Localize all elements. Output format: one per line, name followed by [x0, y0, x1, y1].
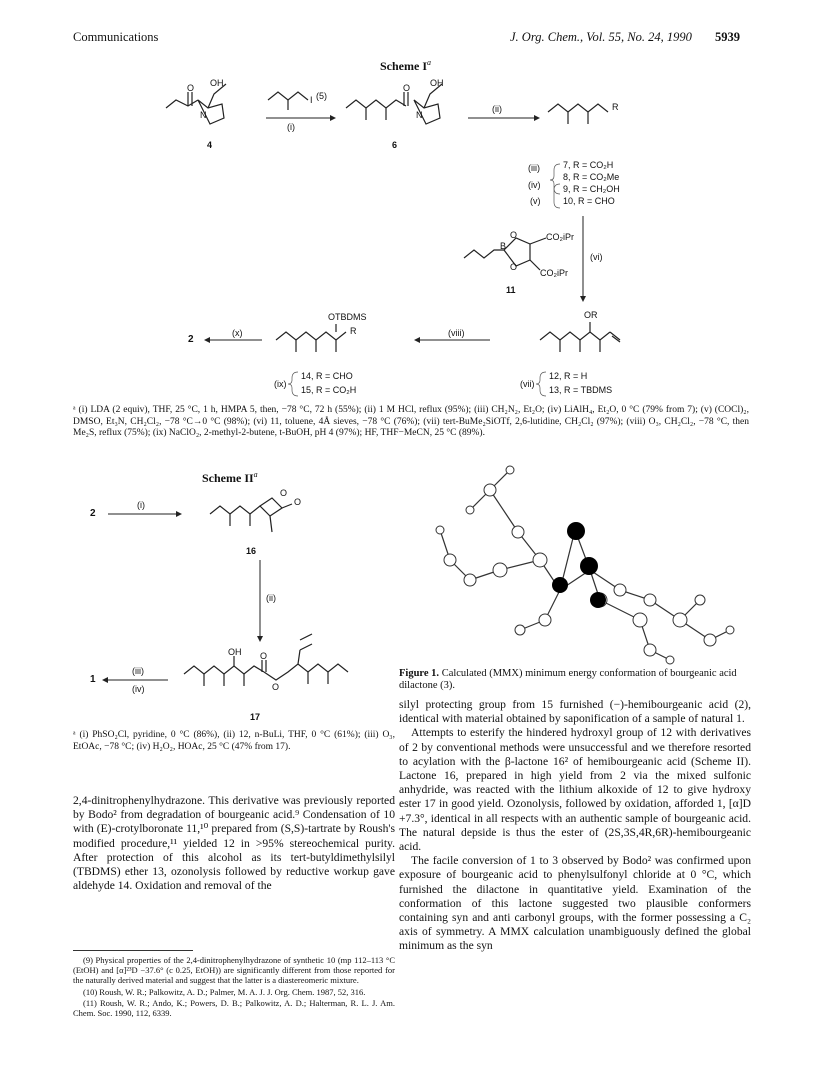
label-B: B: [500, 241, 507, 251]
label-O-b1: O: [510, 230, 518, 240]
s2-step-iv: (iv): [132, 684, 145, 694]
compound-16: 16: [246, 546, 257, 556]
right-paragraph-3: The facile conversion of 1 to 3 observed by Bodo² was confirmed upon exposure of bourgeanic acid to phenylsulfonyl chloride at 0 °C, which furnished the dilactone in quantitative yield. Examination of the conformation of this lactone suggested two plausible conformers containing syn and anti carbonyl groups, with the former possessing a C₂ axis of symmetry. A MMX calculation unambiguously defined the global minimum as the syn: [399, 854, 751, 953]
footnote-9: (9) Physical properties of the 2,4-dinitrophenylhydrazone of synthetic 10 (mp 112–113 °C (EtOH) and [α]²³D −37.6° (c 0.25, EtOH)) are significantly different from those reported for the naturally derived material and suggest that the latter is a diastereomeric mixture.: [73, 955, 395, 986]
running-header-journal: J. Org. Chem., Vol. 55, No. 24, 1990: [510, 30, 692, 44]
label-O-6: O: [403, 83, 411, 93]
left-paragraph-1: 2,4-dinitrophenylhydrazone. This derivative was previously reported by Bodo² from degradation of bourgeanic acid.⁹ Condensation of 10 with (E)-crotylboronate 11,¹⁰ prepared from (S,S)-tartrate by Roush's modified procedure,¹¹ yielded 12 in >95% stereochemical purity. After protection of this alcohol as its tert-butyldimethylsilyl (TBDMS) ether 13, ozonolysis followed by reductive workup gave aldehyde 14. Oxidation and removal of the: [73, 794, 395, 893]
right-paragraph-1: silyl protecting group from 15 furnished (−)-hemibourgeanic acid (2), identical with material obtained by saponification of a sample of natural 1.: [399, 698, 751, 726]
compound-11: 11: [506, 285, 516, 295]
label-R-14: R: [350, 326, 357, 336]
footnote-10: (10) Roush, W. R.; Palkowitz, A. D.; Palmer, M. A. J. J. Org. Chem. 1987, 52, 316.: [83, 986, 366, 997]
compound-14: 14, R = CHO: [301, 371, 353, 381]
page-number: 5939: [715, 30, 740, 44]
compound-7: 7, R = CO₂H: [563, 160, 614, 170]
compound-8: 8, R = CO₂Me: [563, 172, 620, 182]
right-paragraph-2: Attempts to esterify the hindered hydroxyl group of 12 with derivatives of 2 by conventional methods were unsuccessful and we therefore resorted to acylation with the β-lactone 16² of hemibourgeanic acid (Scheme II). Lactone 16, prepared in high yield from 2 via the mixed sulfonic anhydride, was reacted with the lithium alkoxide of 12 to give hydroxy ester 17 in good yield. Ozonolysis, followed by oxidation, afforded 1, [α]D +7.3°, identical in all respects with an authentic sample of bourgeanic acid. The natural depside is thus the ester of (2S,3S,4R,6R)-hemibourgeanic acid.: [399, 726, 751, 854]
s2-label-O-1: O: [260, 651, 268, 661]
running-header-left: Communications: [73, 30, 159, 44]
step-iv: (iv): [528, 180, 541, 190]
label-O: O: [187, 83, 195, 93]
compound-12: 12, R = H: [549, 371, 588, 381]
step-v: (v): [530, 196, 541, 206]
label-I: I: [310, 95, 313, 105]
step-i: (i): [287, 122, 295, 132]
compound-17: 17: [250, 712, 261, 722]
step-ix: (ix): [274, 379, 287, 389]
figure-1-caption: Figure 1. Calculated (MMX) minimum energy conformation of bourgeanic acid dilactone (3).: [399, 668, 737, 691]
label-R-7: R: [612, 102, 619, 112]
label-OR: OR: [584, 310, 598, 320]
label-OH: OH: [210, 78, 224, 88]
footnote-11: (11) Roush, W. R.; Ando, K.; Powers, D. B.; Palkowitz, A. D.; Halterman, R. L. J. Am. Chem. Soc. 1990, 112, 6339.: [73, 997, 395, 1019]
step-ii: (ii): [492, 104, 502, 114]
compound-10: 10, R = CHO: [563, 196, 615, 206]
step-vi: (vi): [590, 252, 603, 262]
label-ester-1: CO₂iPr: [546, 232, 574, 242]
scheme-1-footnote: ᵃ (i) LDA (2 equiv), THF, 25 °C, 1 h, HMPA 5, then, −78 °C, 72 h (55%); (ii) 1 M HCl, reflux (95%); (iii) CH₂N₂, Et₂O; (iv) LiAlH₄, Et₂O, 0 °C (79% from 7); (v) (COCl)₂, DMSO, Et₃N, CH₂Cl₂, −78 °C→0 °C (98%); (vi) 11, toluene, 4Å sieves, −78 °C (76%); (vii) tert-BuMe₂SiOTf, 2,6-lutidine, CH₂Cl₂ (97%); (viii) O₃, CH₂Cl₂, −78 °C, then Me₂S, reflux (75%); (ix) NaClO₂, 2-methyl-2-butene, t-BuOH, pH 4 (97%); HF, THF−MeCN, 25 °C (89%).: [73, 405, 749, 438]
label-OH-6: OH: [430, 78, 444, 88]
left-column-text: [73, 794, 395, 893]
footnotes: [73, 955, 395, 1019]
step-vii: (vii): [520, 379, 535, 389]
s2-step-iii: (iii): [132, 666, 144, 676]
compound-13: 13, R = TBDMS: [549, 385, 613, 395]
s2-compound-2: 2: [90, 508, 96, 519]
compound-9: 9, R = CH₂OH: [563, 184, 620, 194]
compound-6: 6: [392, 140, 398, 150]
s2-label-OH: OH: [228, 647, 242, 657]
s2-step-ii: (ii): [266, 593, 276, 603]
step-x: (x): [232, 328, 243, 338]
step-iii: (iii): [528, 163, 540, 173]
s2-step-i: (i): [137, 500, 145, 510]
s2-label-O-2: O: [272, 682, 280, 692]
compound-15: 15, R = CO₂H: [301, 385, 357, 395]
right-column-text: [399, 698, 751, 954]
compound-1: 1: [90, 674, 96, 685]
compound-2: 2: [188, 334, 194, 345]
label-N: N: [200, 110, 207, 120]
step-viii: (viii): [448, 328, 465, 338]
scheme-1-title: Scheme $I^a$: [380, 58, 431, 73]
s2-label-O-carbonyl: O: [294, 497, 302, 507]
compound-4: 4: [207, 140, 213, 150]
scheme-2-title: Scheme $II^a$: [202, 470, 258, 485]
label-N-6: N: [416, 110, 423, 120]
label-OTBDMS: OTBDMS: [328, 312, 367, 322]
reagent-5: (5): [316, 91, 327, 101]
scheme-2-footnote: ᵃ (i) PhSO₂Cl, pyridine, 0 °C (86%), (ii) 12, n-BuLi, THF, 0 °C (61%); (iii) O₃, EtOAc, −78 °C; (iv) H₂O₂, HOAc, 25 °C (47% from 17).: [73, 730, 395, 752]
label-O-b2: O: [510, 262, 518, 272]
footnote-divider: [73, 950, 193, 951]
s2-label-O-ring: O: [280, 488, 288, 498]
label-ester-2: CO₂iPr: [540, 268, 568, 278]
